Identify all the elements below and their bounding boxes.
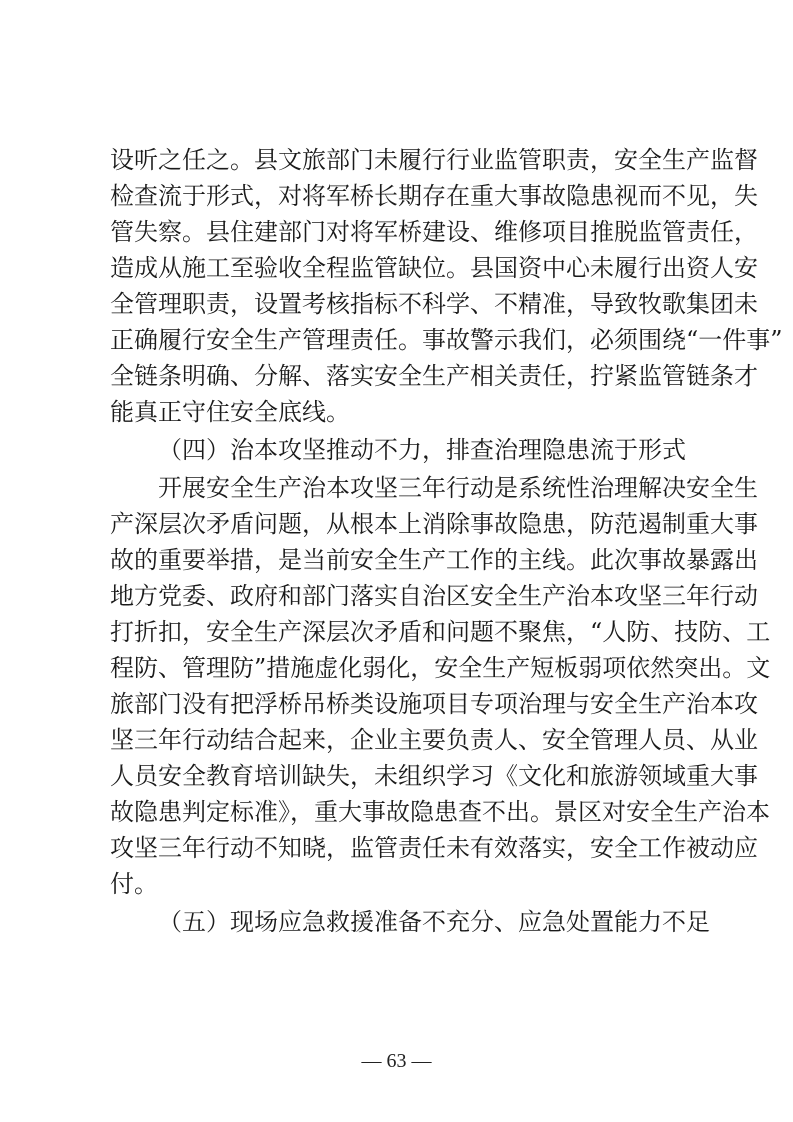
paragraph-2-line-3: 故的重要举措，是当前安全生产工作的主线。此次事故暴露出 bbox=[110, 546, 758, 574]
paragraph-2-line-1: 开展安全生产治本攻坚三年行动是系统性治理解决安全生 bbox=[158, 474, 758, 502]
paragraph-1-line-3: 管失察。县住建部门对将军桥建设、维修项目推脱监管责任， bbox=[110, 218, 758, 246]
paragraph-1-line-6: 正确履行安全生产管理责任。事故警示我们，必须围绕“一件事” bbox=[110, 326, 783, 354]
paragraph-1-line-7: 全链条明确、分解、落实安全生产相关责任，拧紧监管链条才 bbox=[110, 362, 758, 390]
paragraph-2-line-5: 打折扣，安全生产深层次矛盾和问题不聚焦，“人防、技防、工 bbox=[110, 618, 771, 646]
page-number: — 63 — bbox=[361, 1050, 432, 1072]
paragraph-1-line-2: 检查流于形式，对将军桥长期存在重大事故隐患视而不见，失 bbox=[110, 182, 758, 210]
paragraph-2-line-11: 攻坚三年行动不知晓，监管责任未有效落实，安全工作被动应 bbox=[110, 834, 758, 862]
paragraph-2-line-12: 付。 bbox=[110, 870, 158, 898]
paragraph-2-line-7: 旅部门没有把浮桥吊桥类设施项目专项治理与安全生产治本攻 bbox=[110, 690, 758, 718]
paragraph-2-line-6: 程防、管理防”措施虚化弱化，安全生产短板弱项依然突出。文 bbox=[110, 654, 771, 682]
paragraph-2-line-2: 产深层次矛盾问题，从根本上消除事故隐患，防范遏制重大事 bbox=[110, 510, 758, 538]
paragraph-2-line-9: 人员安全教育培训缺失，未组织学习《文化和旅游领域重大事 bbox=[110, 762, 758, 790]
paragraph-2-line-8: 坚三年行动结合起来，企业主要负责人、安全管理人员、从业 bbox=[110, 726, 758, 754]
paragraph-2-line-10: 故隐患判定标准》，重大事故隐患查不出。景区对安全生产治本 bbox=[110, 798, 770, 826]
paragraph-2-line-4: 地方党委、政府和部门落实自治区安全生产治本攻坚三年行动 bbox=[110, 582, 758, 610]
paragraph-1-line-4: 造成从施工至验收全程监管缺位。县国资中心未履行出资人安 bbox=[110, 254, 758, 282]
paragraph-1-line-5: 全管理职责，设置考核指标不科学、不精准，导致牧歌集团未 bbox=[110, 290, 758, 318]
paragraph-1-line-8: 能真正守住安全底线。 bbox=[110, 398, 350, 426]
paragraph-1-line-1: 设听之任之。县文旅部门未履行行业监管职责，安全生产监督 bbox=[110, 146, 758, 174]
section-heading-4: （四）治本攻坚推动不力，排查治理隐患流于形式 bbox=[158, 436, 686, 464]
section-heading-5: （五）现场应急救援准备不充分、应急处置能力不足 bbox=[158, 908, 710, 936]
